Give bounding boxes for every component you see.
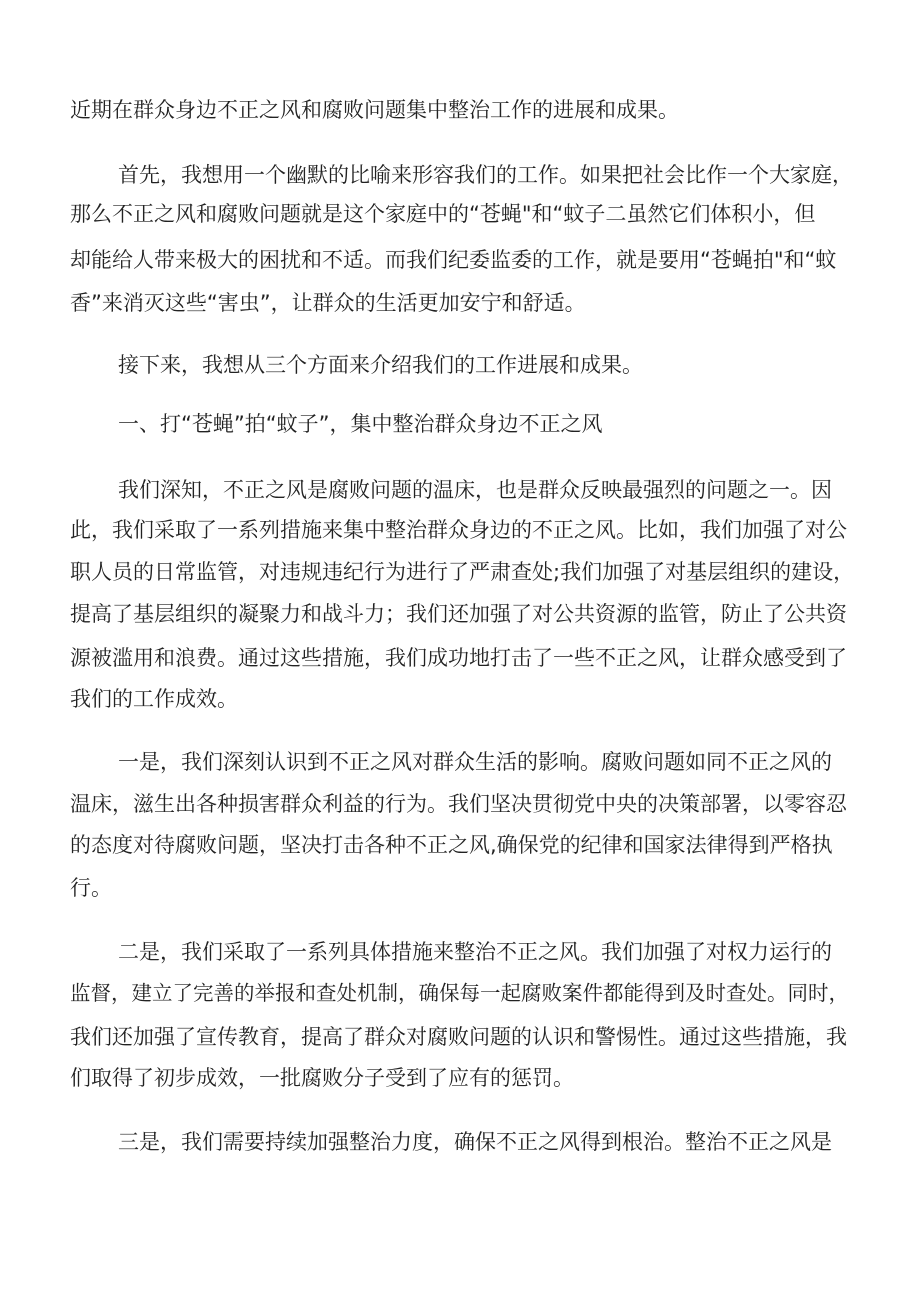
text-line: 们取得了初步成效，一批腐败分子受到了应有的惩罚。 (70, 1066, 574, 1090)
text-line: 温床，滋生出各种损害群众利益的行为。我们坚决贯彻党中央的决策部署，以零容忍 (70, 792, 847, 816)
section-heading: 一、打“苍蝇”拍“蚊子”，集中整治群众身边不正之风 (118, 412, 603, 436)
text-line: 香”来消灭这些“害虫”，让群众的生活更加安宁和舒适。 (70, 291, 586, 315)
text-line: 监督，建立了完善的举报和查处机制，确保每一起腐败案件都能得到及时查处。同时， (70, 981, 849, 1005)
text-line: 行。 (70, 876, 112, 900)
text-line: 我们的工作成效。 (70, 687, 238, 711)
text-line: 三是，我们需要持续加强整治力度，确保不正之风得到根治。整治不正之风是 (118, 1130, 832, 1154)
text-line: 的态度对待腐败问题，坚决打击各种不正之风,确保党的纪律和国家法律得到严格执 (70, 833, 833, 857)
text-line: 那么不正之风和腐败问题就是这个家庭中的“苍蝇"和“蚊子二虽然它们体积小，但 (70, 202, 816, 226)
text-line: 接下来，我想从三个方面来介绍我们的工作进展和成果。 (118, 353, 643, 377)
text-line: 一是，我们深刻认识到不正之风对群众生活的影响。腐败问题如同不正之风的 (118, 750, 832, 774)
text-line: 职人员的日常监管，对违规违纪行为进行了严肃查处;我们加强了对基层组织的建设， (70, 560, 855, 584)
text-line: 我们还加强了宣传教育，提高了群众对腐败问题的认识和警惕性。通过这些措施，我 (70, 1025, 847, 1049)
text-line: 提高了基层组织的凝聚力和战斗力；我们还加强了对公共资源的监管，防止了公共资 (70, 602, 847, 626)
text-line: 此，我们采取了一系列措施来集中整治群众身边的不正之风。比如，我们加强了对公 (70, 518, 847, 542)
text-line: 源被滥用和浪费。通过这些措施，我们成功地打击了一些不正之风，让群众感受到了 (70, 646, 847, 670)
text-line: 二是，我们采取了一系列具体措施来整治不正之风。我们加强了对权力运行的 (118, 940, 832, 964)
text-line: 却能给人带来极大的困扰和不适。而我们纪委监委的工作，就是要用“苍蝇拍"和“蚊 (70, 248, 837, 272)
text-line: 我们深知，不正之风是腐败问题的温床，也是群众反映最强烈的问题之一。因 (118, 478, 832, 502)
text-line: 首先，我想用一个幽默的比喻来形容我们的工作。如果把社会比作一个大家庭， (118, 163, 853, 187)
text-line: 近期在群众身边不正之风和腐败问题集中整治工作的进展和成果。 (70, 98, 679, 122)
